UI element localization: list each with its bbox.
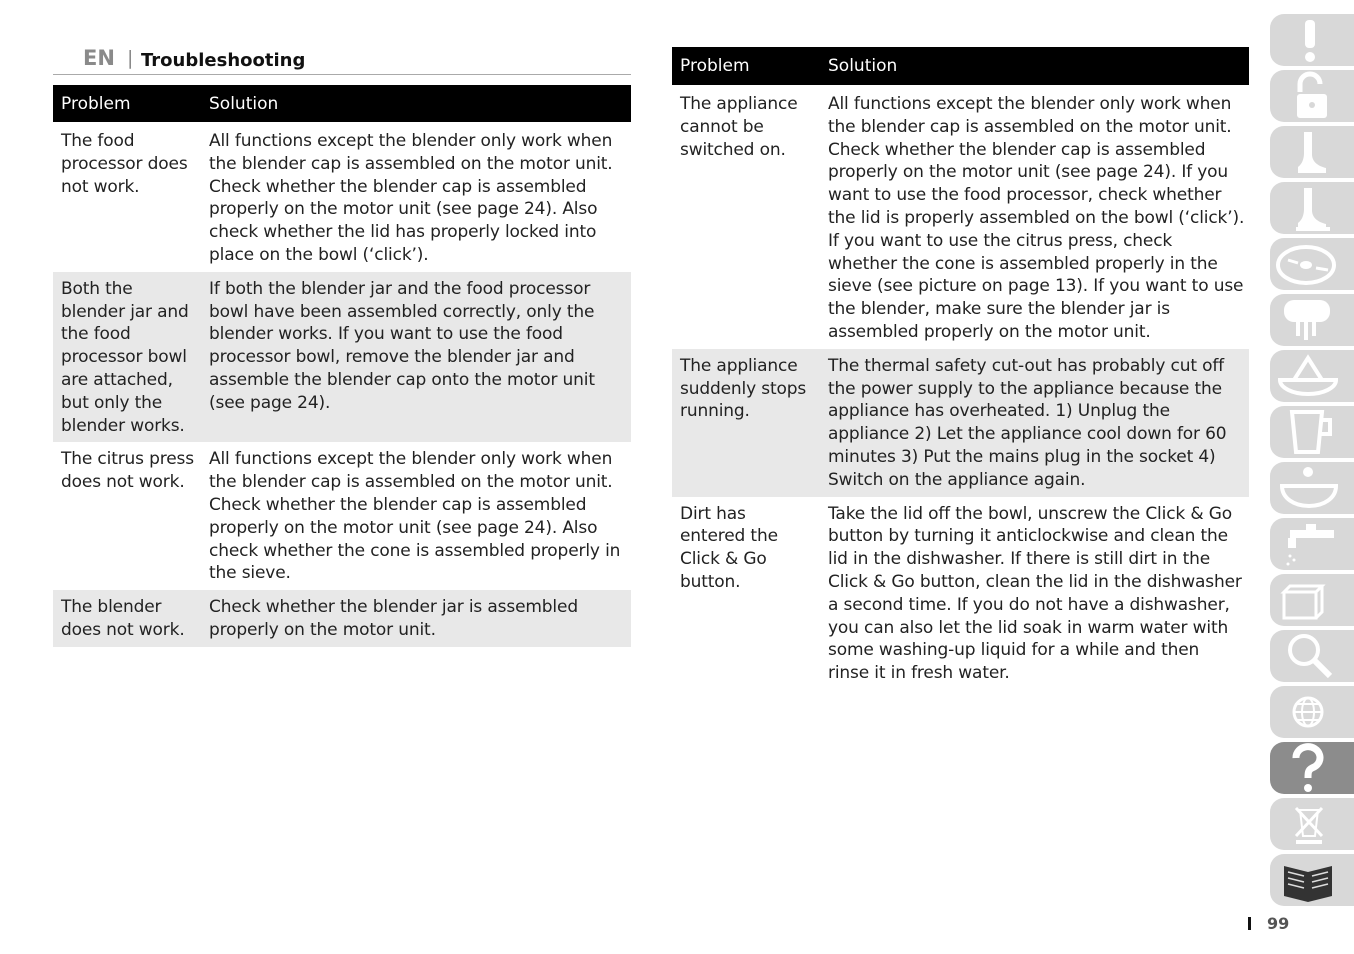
- page-number-text: 99: [1267, 914, 1290, 933]
- tab-troubleshooting[interactable]: [1270, 742, 1354, 794]
- magnifier-icon: [1270, 630, 1354, 682]
- question-icon: [1270, 742, 1354, 794]
- problem-cell: The appliance cannot be switched on.: [680, 94, 798, 160]
- table-row: [672, 497, 1249, 690]
- tab-mixer[interactable]: [1270, 294, 1354, 346]
- solution-cell: All functions except the blender only work when the blender cap is assembled on the motor unit. Check whether the blender cap is assembled properly on the motor unit (see page 24). Also check whether the lid has properly locked into place on the bowl (‘click’).: [209, 131, 613, 265]
- problem-cell: Dirt has entered the Click & Go button.: [680, 503, 778, 592]
- table-row: [53, 122, 631, 272]
- tab-search[interactable]: [1270, 630, 1354, 682]
- tab-warnings[interactable]: [1270, 14, 1354, 66]
- tab-cleaning[interactable]: [1270, 518, 1354, 570]
- unlock-icon: [1270, 70, 1354, 122]
- problem-header: Problem: [53, 85, 201, 122]
- solution-cell: Take the lid off the bowl, unscrew the Click & Go button by turning it anticlockwise and clean the lid in the dishwasher. If there is still dirt in the Click & Go button, clean the lid in the dishwasher a second time. If you do not have a dishwasher, you can also let the lid soak in warm water with some washing-up liquid for a while and then rinse it in fresh water.: [828, 503, 1242, 684]
- problem-cell: Both the blender jar and the food processor bowl are attached, but only the blender works.: [53, 272, 201, 443]
- exclamation-icon: [1270, 14, 1354, 66]
- mixer-icon: [1270, 294, 1354, 346]
- solution-cell: All functions except the blender only work when the blender cap is assembled on the motor unit. Check whether the blender cap is assembled properly on the motor unit (see page 24). Also check whether the cone is assembled properly in the sieve.: [209, 449, 621, 584]
- tab-citrus-press[interactable]: [1270, 350, 1354, 402]
- tab-disposal[interactable]: [1270, 798, 1354, 850]
- tab-unlock[interactable]: [1270, 70, 1354, 122]
- tab-manual[interactable]: [1270, 854, 1354, 906]
- blender-icon: [1270, 126, 1354, 178]
- problem-cell: The food processor does not work.: [61, 131, 188, 197]
- jug-icon: [1270, 406, 1354, 458]
- table-row: [672, 85, 1249, 349]
- solution-header: Solution: [201, 85, 631, 122]
- book-icon: [1270, 854, 1354, 906]
- solution-header: Solution: [820, 47, 1249, 85]
- tab-blender[interactable]: [1270, 126, 1354, 178]
- tab-bowl[interactable]: [1270, 462, 1354, 514]
- globe-icon: [1270, 686, 1354, 738]
- page-number: [1248, 914, 1289, 933]
- table-header-row: [53, 85, 631, 122]
- storage-icon: [1270, 574, 1354, 626]
- solution-cell: All functions except the blender only work when the blender cap is assembled on the motor unit. Check whether the blender cap is assembled properly on the motor unit (see page 24). If you want to use the food processor, check whether the lid is properly assembled on the bowl (‘click’). If you want to use the citrus press, check whether the cone is assembled properly in the sieve (see picture on page 13). If you want to use the blender, make sure the blender jar is assembled properly on the motor unit.: [828, 94, 1245, 342]
- disposal-icon: [1270, 798, 1354, 850]
- troubleshooting-table-right: [672, 47, 1249, 690]
- problem-header: Problem: [672, 47, 820, 85]
- tab-food-processor[interactable]: [1270, 182, 1354, 234]
- solution-cell: The thermal safety cut-out has probably cut off the power supply to the appliance because the appliance has overheated. 1) Unplug the appliance 2) Let the appliance cool down for 60 minutes 3) Put the mains plug in the socket 4) Switch on the appliance again.: [820, 349, 1249, 497]
- header-separator: |: [127, 47, 134, 69]
- page-header: [53, 46, 631, 75]
- problem-cell: The appliance suddenly stops running.: [672, 349, 820, 497]
- tap-icon: [1270, 518, 1354, 570]
- tab-discs[interactable]: [1270, 238, 1354, 290]
- page-title: Troubleshooting: [141, 50, 306, 71]
- page-number-marker: [1248, 917, 1251, 930]
- section-tabs: [1270, 14, 1354, 910]
- food-processor-icon: [1270, 182, 1354, 234]
- troubleshooting-table-left: [53, 85, 631, 647]
- tab-storage[interactable]: [1270, 574, 1354, 626]
- tab-guarantee[interactable]: [1270, 686, 1354, 738]
- table-row: [672, 349, 1249, 497]
- problem-cell: The blender does not work.: [53, 590, 201, 647]
- table-row: [53, 272, 631, 443]
- bowl-icon: [1270, 462, 1354, 514]
- language-code: EN: [83, 46, 115, 70]
- table-header-row: [672, 47, 1249, 85]
- table-row: [53, 442, 631, 590]
- solution-cell: Check whether the blender jar is assembled properly on the motor unit.: [201, 590, 631, 647]
- disc-icon: [1270, 238, 1354, 290]
- table-row: [53, 590, 631, 647]
- tab-jug[interactable]: [1270, 406, 1354, 458]
- citrus-press-icon: [1270, 350, 1354, 402]
- solution-cell: If both the blender jar and the food processor bowl have been assembled correctly, only the blender works. If you want to use the food processor bowl, remove the blender jar and assemble the blender cap onto the motor unit (see page 24).: [201, 272, 631, 443]
- problem-cell: The citrus press does not work.: [61, 449, 194, 493]
